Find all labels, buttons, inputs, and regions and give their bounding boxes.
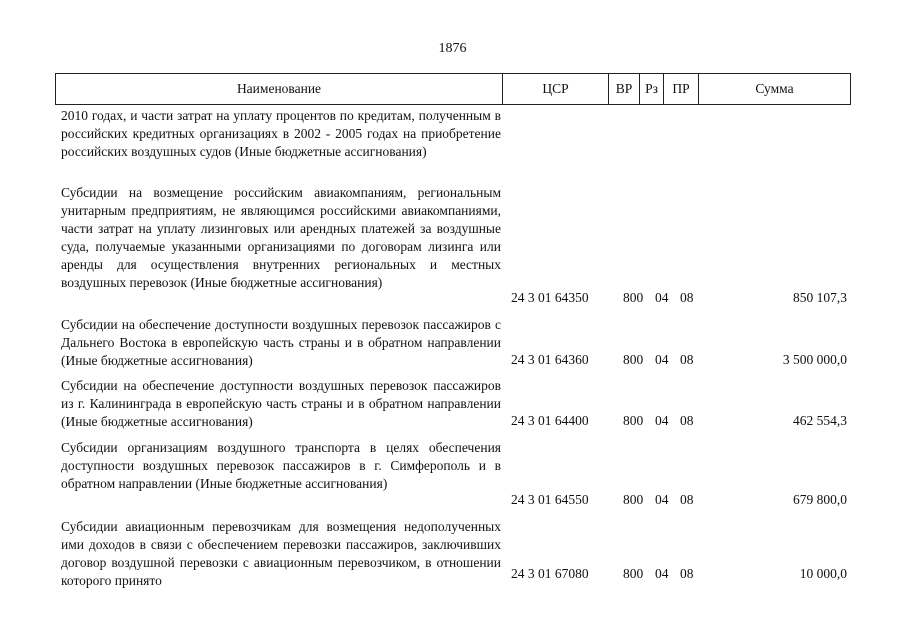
table-row <box>55 316 851 370</box>
header-rz: Рз <box>640 74 664 104</box>
row-name: Субсидии на обеспечение доступности воздушных перевозок пассажиров из г. Калининграда в европейскую часть страны и в обратном направлении (Иные бюджетные ассигнования) <box>61 378 501 429</box>
row-rz: 04 <box>655 566 669 581</box>
table-header <box>55 73 851 105</box>
row-vr: 800 <box>623 492 644 507</box>
row-pr: 08 <box>680 290 694 305</box>
row-rz: 04 <box>655 352 669 367</box>
table-row <box>55 377 851 431</box>
row-vr: 800 <box>623 413 644 428</box>
row-sum: 679 800,0 <box>793 492 847 507</box>
header-sum: Сумма <box>699 74 851 104</box>
row-name: Субсидии организациям воздушного транспорта в целях обеспечения доступности воздушных перевозок пассажиров в г. Симферополь и в обратном направлении (Иные бюджетные ассигнования) <box>61 440 501 491</box>
row-pr: 08 <box>680 352 694 367</box>
table-row <box>55 518 851 590</box>
row-name: Субсидии на обеспечение доступности воздушных перевозок пассажиров с Дальнего Востока в европейскую часть страны и в обратном направлении (Иные бюджетные ассигнования) <box>61 317 501 368</box>
row-pr: 08 <box>680 566 694 581</box>
row-csr: 24 3 01 64550 <box>511 492 589 507</box>
row-csr: 24 3 01 64400 <box>511 413 589 428</box>
row-rz: 04 <box>655 413 669 428</box>
table-row <box>55 107 851 179</box>
row-csr: 24 3 01 64360 <box>511 352 589 367</box>
row-rz: 04 <box>655 290 669 305</box>
row-sum: 3 500 000,0 <box>782 352 847 367</box>
row-vr: 800 <box>623 566 644 581</box>
row-rz: 04 <box>655 492 669 507</box>
row-name: Субсидии на возмещение российским авиакомпаниям, региональным унитарным предприятиям, не являющимся российскими авиакомпаниями, части затрат на уплату лизинговых или арендных платежей за воздушные суда, получаемые указанными организациями по договорам лизинга или аренды для осуществления внутренних региональных и местных воздушных перевозок (Иные бюджетные ассигнования) <box>61 185 501 290</box>
row-sum: 10 000,0 <box>799 566 847 581</box>
table-row <box>55 184 851 310</box>
row-vr: 800 <box>623 290 644 305</box>
row-vr: 800 <box>623 352 644 367</box>
page-number: 1876 <box>438 41 467 56</box>
row-name: 2010 годах, и части затрат на уплату процентов по кредитам, полученным в российских кредитных организациях в 2002 - 2005 годах на приобретение российских воздушных судов (Иные бюджетные ассигнования) <box>61 108 501 159</box>
row-pr: 08 <box>680 413 694 428</box>
row-sum: 850 107,3 <box>793 290 847 305</box>
row-pr: 08 <box>680 492 694 507</box>
table-row <box>55 439 851 511</box>
row-sum: 462 554,3 <box>793 413 847 428</box>
row-csr: 24 3 01 64350 <box>511 290 589 305</box>
row-csr: 24 3 01 67080 <box>511 566 589 581</box>
header-name: Наименование <box>55 74 503 104</box>
header-vr: ВР <box>609 74 640 104</box>
header-pr: ПР <box>664 74 699 104</box>
row-name: Субсидии авиационным перевозчикам для возмещения недополученных ими доходов в связи с обеспечением перевозки пассажиров, заключивших договор воздушной перевозки с авиационным перевозчиком, в отношении которого принято <box>61 519 501 588</box>
header-csr: ЦСР <box>503 74 609 104</box>
